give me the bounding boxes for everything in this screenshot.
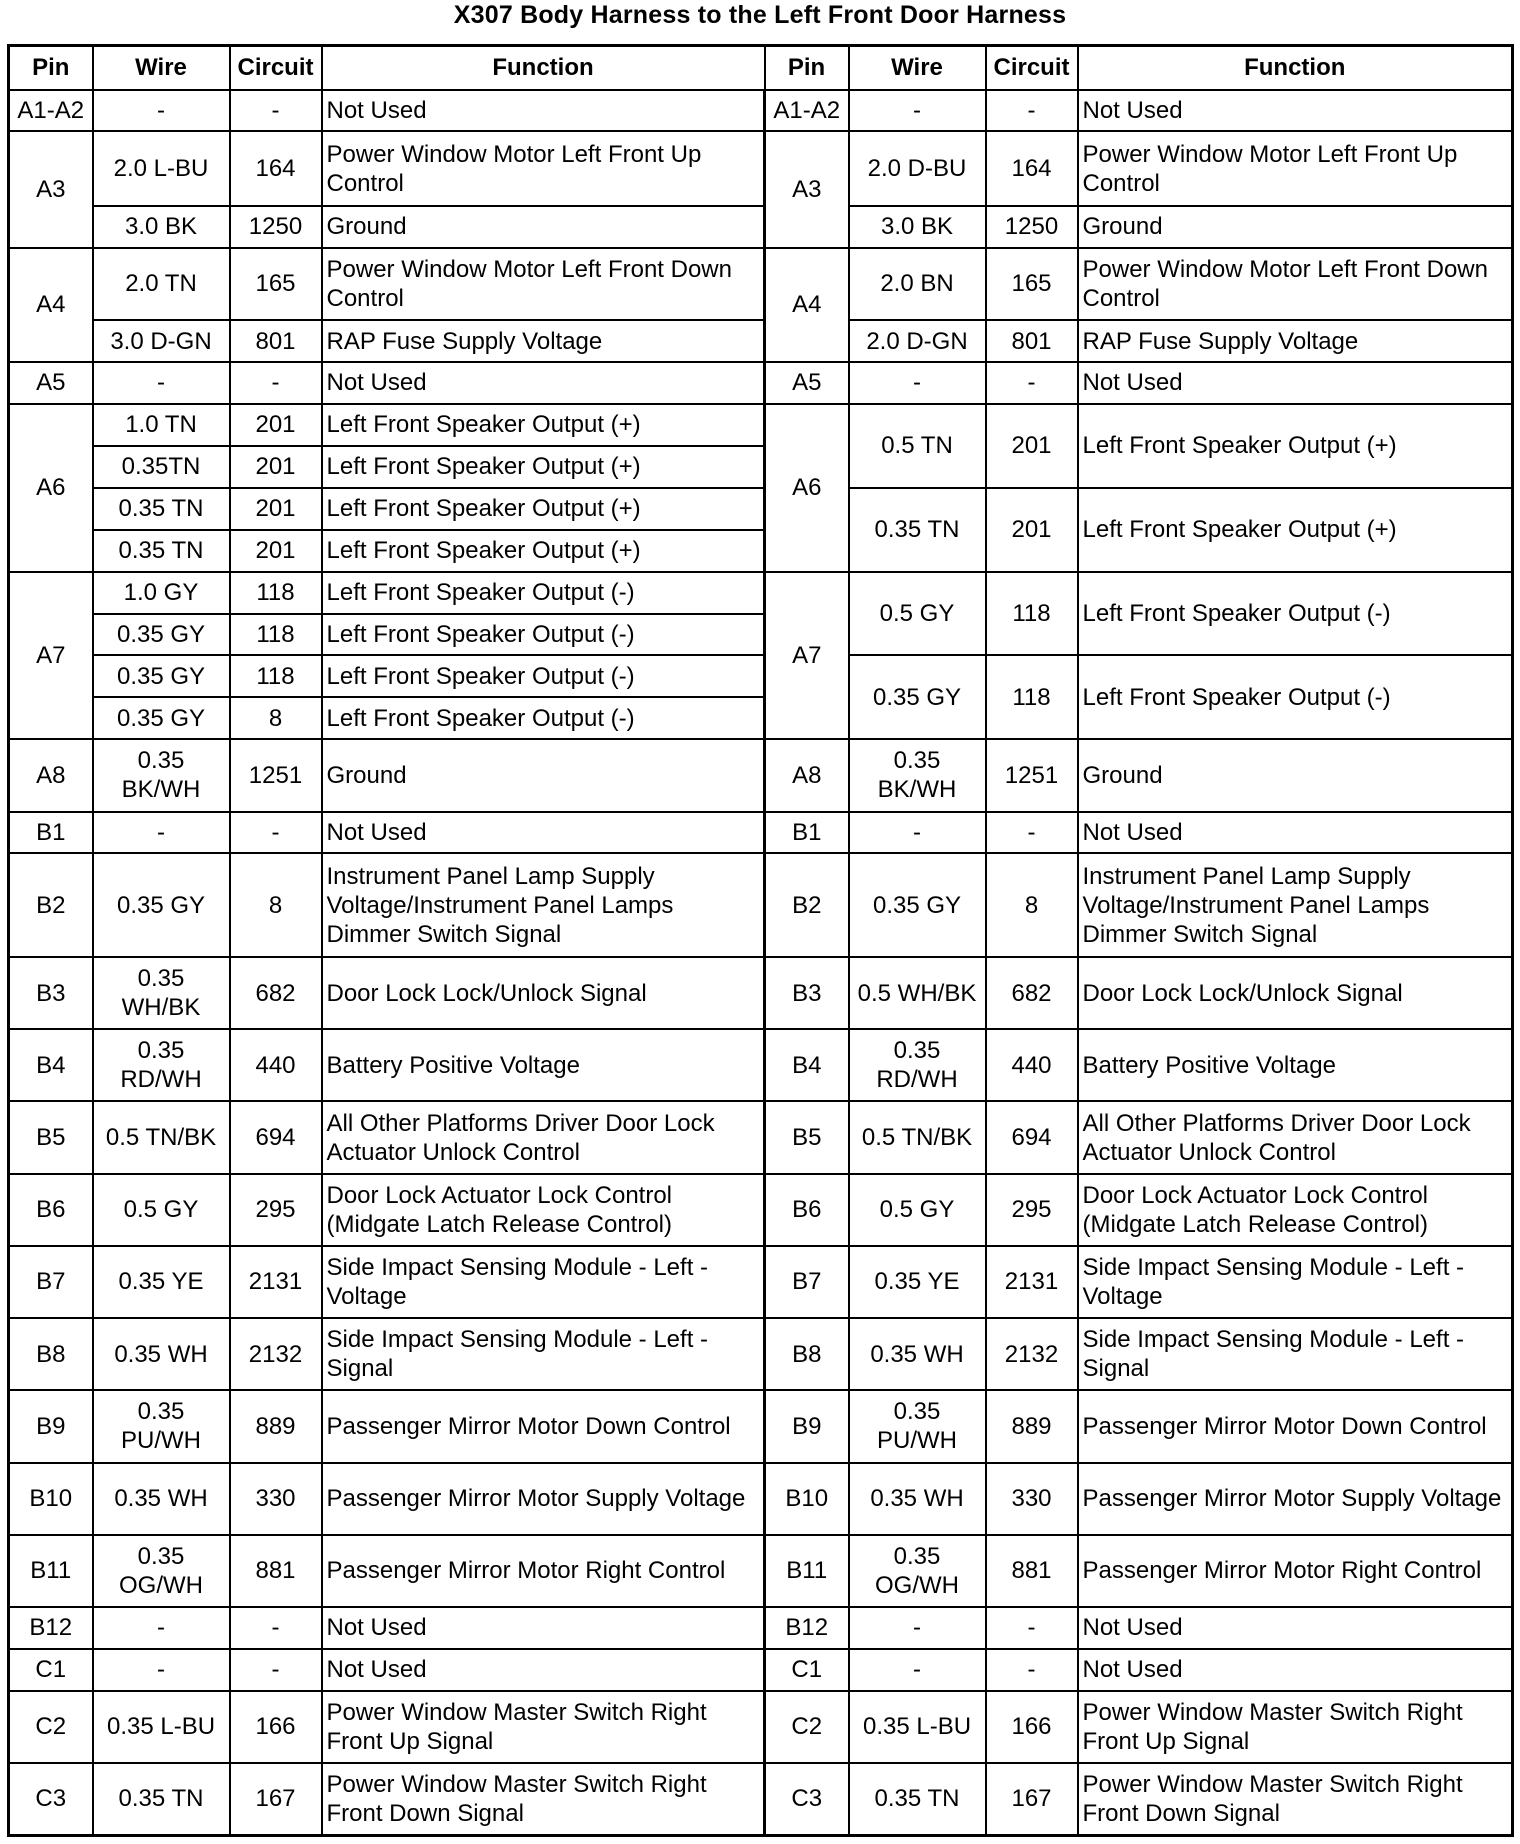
function-cell: Left Front Speaker Output (+): [1078, 404, 1513, 488]
pin-cell: A8: [9, 739, 93, 811]
pin-cell: C3: [9, 1763, 93, 1836]
circuit-cell: -: [230, 1607, 322, 1649]
circuit-cell: 440: [230, 1029, 322, 1101]
wire-cell: 0.35 TN: [93, 1763, 230, 1836]
circuit-cell: -: [986, 90, 1078, 132]
wire-cell: -: [849, 1607, 986, 1649]
circuit-cell: 118: [986, 572, 1078, 656]
pin-cell: B1: [9, 812, 93, 854]
function-cell: Not Used: [322, 812, 765, 854]
wire-cell: 0.35 L-BU: [93, 1691, 230, 1763]
function-cell: Ground: [322, 206, 765, 248]
function-cell: Side Impact Sensing Module - Left - Voltage: [322, 1246, 765, 1318]
pin-cell: C1: [9, 1649, 93, 1691]
function-cell: Power Window Master Switch Right Front Down Signal: [1078, 1763, 1513, 1836]
wire-cell: 0.5 GY: [93, 1174, 230, 1246]
circuit-cell: 201: [230, 404, 322, 446]
circuit-cell: 118: [230, 614, 322, 656]
table-row: [9, 1763, 1513, 1836]
function-cell: Power Window Master Switch Right Front Up Signal: [322, 1691, 765, 1763]
circuit-cell: 164: [230, 131, 322, 206]
table-row: [9, 362, 1513, 404]
function-cell: RAP Fuse Supply Voltage: [322, 320, 765, 362]
pin-cell: C3: [765, 1763, 849, 1836]
circuit-cell: 164: [986, 131, 1078, 206]
wire-cell: 0.35 WH: [849, 1463, 986, 1535]
pin-cell: A3: [9, 131, 93, 247]
wire-cell: 0.5 WH/BK: [849, 957, 986, 1029]
wire-cell: -: [849, 90, 986, 132]
circuit-cell: -: [986, 1607, 1078, 1649]
function-cell: Ground: [322, 739, 765, 811]
pin-cell: B9: [765, 1390, 849, 1462]
function-cell: Left Front Speaker Output (+): [322, 446, 765, 488]
circuit-cell: 330: [986, 1463, 1078, 1535]
wire-cell: 0.5 TN: [849, 404, 986, 488]
wire-cell: 0.35 WH/BK: [93, 957, 230, 1029]
table-body: [9, 90, 1513, 1836]
wire-cell: 0.35 PU/WH: [849, 1390, 986, 1462]
wire-cell: 0.35 TN: [93, 530, 230, 572]
circuit-cell: 118: [230, 655, 322, 697]
circuit-cell: 682: [986, 957, 1078, 1029]
circuit-cell: 118: [230, 572, 322, 614]
wire-cell: 0.35 TN: [849, 488, 986, 572]
wire-cell: 0.35 OG/WH: [849, 1535, 986, 1607]
function-cell: Not Used: [322, 1649, 765, 1691]
pin-cell: B3: [9, 957, 93, 1029]
circuit-cell: -: [230, 90, 322, 132]
pin-cell: A1-A2: [9, 90, 93, 132]
pin-cell: B6: [765, 1174, 849, 1246]
pin-cell: B10: [9, 1463, 93, 1535]
wire-cell: 1.0 GY: [93, 572, 230, 614]
circuit-cell: 165: [986, 248, 1078, 320]
wire-cell: 0.5 TN/BK: [849, 1101, 986, 1173]
function-cell: RAP Fuse Supply Voltage: [1078, 320, 1513, 362]
column-header-pin: Pin: [9, 46, 93, 90]
circuit-cell: 330: [230, 1463, 322, 1535]
wire-cell: 2.0 D-BU: [849, 131, 986, 206]
circuit-cell: 165: [230, 248, 322, 320]
circuit-cell: 1251: [986, 739, 1078, 811]
circuit-cell: 801: [230, 320, 322, 362]
wire-cell: 0.35 YE: [93, 1246, 230, 1318]
circuit-cell: 201: [986, 488, 1078, 572]
wire-cell: -: [93, 1649, 230, 1691]
function-cell: Side Impact Sensing Module - Left - Signal: [1078, 1318, 1513, 1390]
wire-cell: -: [93, 362, 230, 404]
circuit-cell: 1250: [230, 206, 322, 248]
pin-cell: B12: [765, 1607, 849, 1649]
circuit-cell: 889: [230, 1390, 322, 1462]
pin-cell: B4: [9, 1029, 93, 1101]
wire-cell: 0.35 WH: [849, 1318, 986, 1390]
table-row: [9, 655, 1513, 697]
circuit-cell: 166: [986, 1691, 1078, 1763]
circuit-cell: 8: [230, 697, 322, 739]
circuit-cell: 2132: [230, 1318, 322, 1390]
function-cell: Passenger Mirror Motor Right Control: [1078, 1535, 1513, 1607]
circuit-cell: 118: [986, 655, 1078, 739]
wire-cell: 0.35 GY: [93, 655, 230, 697]
table-row: [9, 488, 1513, 530]
function-cell: Left Front Speaker Output (+): [322, 488, 765, 530]
circuit-cell: 8: [230, 853, 322, 957]
function-cell: Left Front Speaker Output (+): [322, 404, 765, 446]
wire-cell: 0.35 PU/WH: [93, 1390, 230, 1462]
function-cell: Door Lock Lock/Unlock Signal: [322, 957, 765, 1029]
wire-cell: 2.0 L-BU: [93, 131, 230, 206]
column-header-function: Function: [322, 46, 765, 90]
wire-cell: 0.5 GY: [849, 572, 986, 656]
circuit-cell: 167: [230, 1763, 322, 1836]
table-row: [9, 248, 1513, 320]
table-row: [9, 320, 1513, 362]
wire-cell: 0.35 YE: [849, 1246, 986, 1318]
pin-cell: B2: [765, 853, 849, 957]
function-cell: Power Window Master Switch Right Front Down Signal: [322, 1763, 765, 1836]
wire-cell: 0.35 GY: [849, 655, 986, 739]
circuit-cell: 2132: [986, 1318, 1078, 1390]
table-row: [9, 957, 1513, 1029]
circuit-cell: 2131: [230, 1246, 322, 1318]
function-cell: Power Window Motor Left Front Down Control: [322, 248, 765, 320]
circuit-cell: 1250: [986, 206, 1078, 248]
function-cell: Instrument Panel Lamp Supply Voltage/Instrument Panel Lamps Dimmer Switch Signal: [322, 853, 765, 957]
table-row: [9, 1390, 1513, 1462]
wire-cell: 0.35TN: [93, 446, 230, 488]
wire-cell: -: [93, 90, 230, 132]
function-cell: Side Impact Sensing Module - Left - Voltage: [1078, 1246, 1513, 1318]
pin-cell: C2: [765, 1691, 849, 1763]
function-cell: Passenger Mirror Motor Down Control: [1078, 1390, 1513, 1462]
wire-cell: 0.35 GY: [93, 697, 230, 739]
pin-cell: B8: [765, 1318, 849, 1390]
function-cell: Not Used: [1078, 90, 1513, 132]
wire-cell: 2.0 D-GN: [849, 320, 986, 362]
circuit-cell: 694: [986, 1101, 1078, 1173]
circuit-cell: -: [986, 1649, 1078, 1691]
column-header-function: Function: [1078, 46, 1513, 90]
wire-cell: 3.0 BK: [93, 206, 230, 248]
pin-cell: B1: [765, 812, 849, 854]
table-row: [9, 1246, 1513, 1318]
circuit-cell: 201: [986, 404, 1078, 488]
wire-cell: 0.35 TN: [849, 1763, 986, 1836]
table-row: [9, 131, 1513, 206]
pin-cell: B11: [9, 1535, 93, 1607]
table-title: X307 Body Harness to the Left Front Door Harness: [453, 1, 1067, 29]
circuit-cell: 295: [986, 1174, 1078, 1246]
wire-cell: 0.35 GY: [93, 614, 230, 656]
pin-cell: C1: [765, 1649, 849, 1691]
function-cell: Not Used: [1078, 812, 1513, 854]
table-row: [9, 812, 1513, 854]
circuit-cell: 166: [230, 1691, 322, 1763]
function-cell: Ground: [1078, 206, 1513, 248]
pin-cell: A6: [765, 404, 849, 572]
table-row: [9, 404, 1513, 446]
table-row: [9, 1535, 1513, 1607]
pin-cell: B6: [9, 1174, 93, 1246]
table-row: [9, 1101, 1513, 1173]
wire-cell: 0.5 TN/BK: [93, 1101, 230, 1173]
circuit-cell: 881: [986, 1535, 1078, 1607]
function-cell: Left Front Speaker Output (+): [322, 530, 765, 572]
wire-cell: 3.0 BK: [849, 206, 986, 248]
function-cell: Passenger Mirror Motor Down Control: [322, 1390, 765, 1462]
wire-cell: 0.5 GY: [849, 1174, 986, 1246]
circuit-cell: 295: [230, 1174, 322, 1246]
table-row: [9, 1174, 1513, 1246]
pin-cell: B9: [9, 1390, 93, 1462]
pin-cell: B12: [9, 1607, 93, 1649]
wire-cell: 0.35 RD/WH: [93, 1029, 230, 1101]
pinout-table: [7, 44, 1514, 1837]
table-row: [9, 206, 1513, 248]
wire-cell: -: [849, 1649, 986, 1691]
pin-cell: A4: [765, 248, 849, 362]
table-row: [9, 90, 1513, 132]
pin-cell: B5: [9, 1101, 93, 1173]
pin-cell: A1-A2: [765, 90, 849, 132]
circuit-cell: -: [230, 362, 322, 404]
function-cell: Door Lock Lock/Unlock Signal: [1078, 957, 1513, 1029]
pin-cell: C2: [9, 1691, 93, 1763]
wire-cell: 2.0 BN: [849, 248, 986, 320]
wire-cell: 0.35 RD/WH: [849, 1029, 986, 1101]
circuit-cell: 201: [230, 446, 322, 488]
function-cell: Not Used: [1078, 362, 1513, 404]
pin-cell: B7: [9, 1246, 93, 1318]
function-cell: Left Front Speaker Output (+): [1078, 488, 1513, 572]
circuit-cell: 8: [986, 853, 1078, 957]
pin-cell: B8: [9, 1318, 93, 1390]
function-cell: Battery Positive Voltage: [322, 1029, 765, 1101]
pin-cell: A7: [765, 572, 849, 740]
function-cell: Passenger Mirror Motor Supply Voltage: [322, 1463, 765, 1535]
table-row: [9, 572, 1513, 614]
column-header-wire: Wire: [93, 46, 230, 90]
function-cell: Left Front Speaker Output (-): [322, 655, 765, 697]
function-cell: Left Front Speaker Output (-): [1078, 572, 1513, 656]
circuit-cell: 201: [230, 530, 322, 572]
table-row: [9, 1463, 1513, 1535]
table-row: [9, 739, 1513, 811]
wire-cell: 0.35 L-BU: [849, 1691, 986, 1763]
circuit-cell: -: [986, 362, 1078, 404]
pin-cell: A8: [765, 739, 849, 811]
function-cell: Passenger Mirror Motor Supply Voltage: [1078, 1463, 1513, 1535]
function-cell: Not Used: [1078, 1649, 1513, 1691]
function-cell: Ground: [1078, 739, 1513, 811]
column-header-circuit: Circuit: [986, 46, 1078, 90]
circuit-cell: 889: [986, 1390, 1078, 1462]
function-cell: Not Used: [322, 362, 765, 404]
circuit-cell: -: [986, 812, 1078, 854]
circuit-cell: 201: [230, 488, 322, 530]
header-row: [9, 46, 1513, 90]
wire-cell: -: [93, 1607, 230, 1649]
wire-cell: 0.35 WH: [93, 1318, 230, 1390]
pin-cell: A3: [765, 131, 849, 247]
wire-cell: -: [849, 362, 986, 404]
function-cell: Power Window Motor Left Front Down Control: [1078, 248, 1513, 320]
wire-cell: -: [93, 812, 230, 854]
function-cell: Power Window Master Switch Right Front Up Signal: [1078, 1691, 1513, 1763]
function-cell: Left Front Speaker Output (-): [322, 614, 765, 656]
wire-cell: 0.35 GY: [849, 853, 986, 957]
wire-cell: -: [849, 812, 986, 854]
pin-cell: B4: [765, 1029, 849, 1101]
pin-cell: B7: [765, 1246, 849, 1318]
pin-cell: B2: [9, 853, 93, 957]
column-header-circuit: Circuit: [230, 46, 322, 90]
function-cell: Power Window Motor Left Front Up Control: [1078, 131, 1513, 206]
function-cell: Left Front Speaker Output (-): [322, 572, 765, 614]
circuit-cell: -: [230, 812, 322, 854]
circuit-cell: -: [230, 1649, 322, 1691]
column-header-wire: Wire: [849, 46, 986, 90]
circuit-cell: 881: [230, 1535, 322, 1607]
table-row: [9, 1029, 1513, 1101]
pin-cell: B3: [765, 957, 849, 1029]
function-cell: Not Used: [322, 90, 765, 132]
pin-cell: A5: [9, 362, 93, 404]
pin-cell: B5: [765, 1101, 849, 1173]
circuit-cell: 2131: [986, 1246, 1078, 1318]
wire-cell: 0.35 WH: [93, 1463, 230, 1535]
function-cell: Left Front Speaker Output (-): [322, 697, 765, 739]
wire-cell: 1.0 TN: [93, 404, 230, 446]
function-cell: Power Window Motor Left Front Up Control: [322, 131, 765, 206]
wire-cell: 0.35 TN: [93, 488, 230, 530]
function-cell: Door Lock Actuator Lock Control (Midgate Latch Release Control): [1078, 1174, 1513, 1246]
function-cell: Side Impact Sensing Module - Left - Signal: [322, 1318, 765, 1390]
pin-cell: A7: [9, 572, 93, 740]
function-cell: Not Used: [322, 1607, 765, 1649]
wire-cell: 0.35 OG/WH: [93, 1535, 230, 1607]
pin-cell: A4: [9, 248, 93, 362]
pin-cell: B10: [765, 1463, 849, 1535]
pin-cell: A6: [9, 404, 93, 572]
circuit-cell: 694: [230, 1101, 322, 1173]
pin-cell: A5: [765, 362, 849, 404]
wire-cell: 0.35 BK/WH: [849, 739, 986, 811]
table-row: [9, 853, 1513, 957]
wire-cell: 0.35 GY: [93, 853, 230, 957]
function-cell: Door Lock Actuator Lock Control (Midgate Latch Release Control): [322, 1174, 765, 1246]
circuit-cell: 1251: [230, 739, 322, 811]
table-row: [9, 1607, 1513, 1649]
circuit-cell: 440: [986, 1029, 1078, 1101]
wire-cell: 3.0 D-GN: [93, 320, 230, 362]
circuit-cell: 682: [230, 957, 322, 1029]
function-cell: Left Front Speaker Output (-): [1078, 655, 1513, 739]
table-row: [9, 1318, 1513, 1390]
function-cell: Not Used: [1078, 1607, 1513, 1649]
function-cell: Instrument Panel Lamp Supply Voltage/Instrument Panel Lamps Dimmer Switch Signal: [1078, 853, 1513, 957]
wire-cell: 2.0 TN: [93, 248, 230, 320]
function-cell: All Other Platforms Driver Door Lock Actuator Unlock Control: [1078, 1101, 1513, 1173]
circuit-cell: 167: [986, 1763, 1078, 1836]
function-cell: All Other Platforms Driver Door Lock Actuator Unlock Control: [322, 1101, 765, 1173]
wire-cell: 0.35 BK/WH: [93, 739, 230, 811]
function-cell: Battery Positive Voltage: [1078, 1029, 1513, 1101]
table-row: [9, 1691, 1513, 1763]
circuit-cell: 801: [986, 320, 1078, 362]
pin-cell: B11: [765, 1535, 849, 1607]
column-header-pin: Pin: [765, 46, 849, 90]
function-cell: Passenger Mirror Motor Right Control: [322, 1535, 765, 1607]
table-row: [9, 1649, 1513, 1691]
